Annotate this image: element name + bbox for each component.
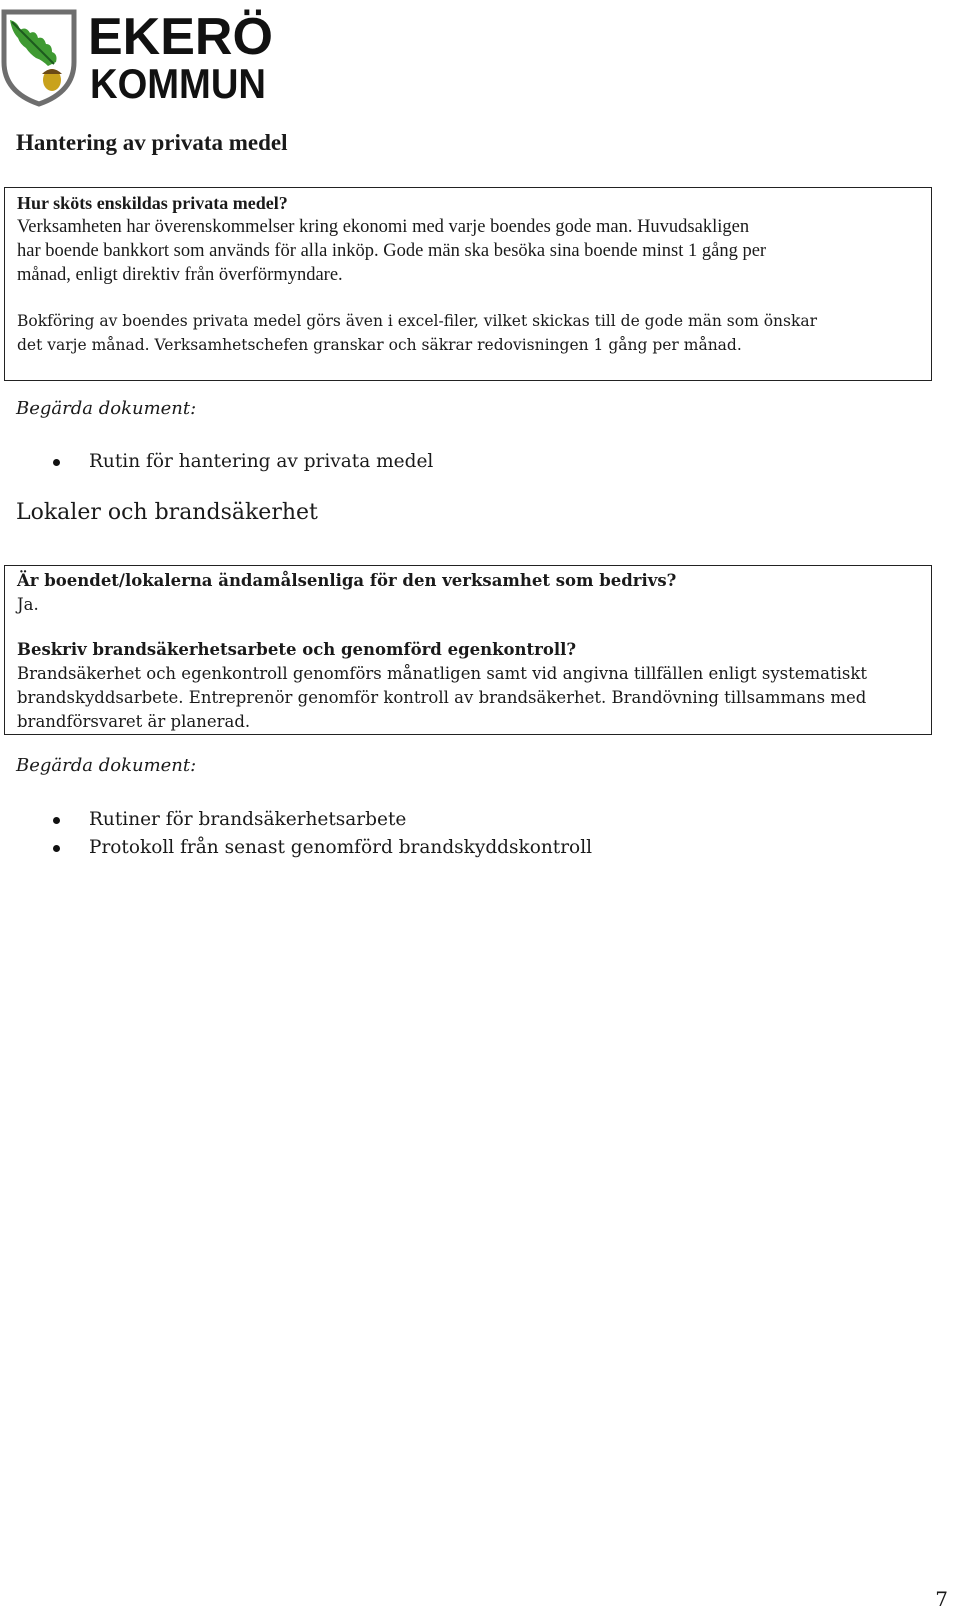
question-fire-safety: Beskriv brandsäkerhetsarbete och genomförd egenkontroll? (17, 640, 577, 659)
requested-documents-list (0, 806, 592, 862)
page-number: 7 (935, 1587, 948, 1611)
question-private-funds: Hur sköts enskildas privata medel? (17, 193, 288, 213)
answer-line: det varje månad. Verksamhetschefen granskar och säkrar redovisningen 1 gång per månad. (17, 336, 742, 354)
bullet-icon (53, 459, 60, 466)
section-heading-private-funds: Hantering av privata medel (16, 130, 288, 155)
list-item-label: Rutin för hantering av privata medel (89, 451, 434, 472)
answer-line: Bokföring av boendes privata medel görs även i excel-filer, vilket skickas till de gode män som önskar (17, 312, 818, 330)
ekero-kommun-logo (0, 0, 290, 108)
answer-line: brandskyddsarbete. Entreprenör genomför kontroll av brandsäkerhet. Brandövning tillsammans med (17, 688, 867, 707)
section-heading-premises-fire-safety: Lokaler och brandsäkerhet (16, 500, 318, 525)
requested-documents-list (0, 448, 433, 476)
list-item-label: Protokoll från senast genomförd brandskyddskontroll (89, 837, 593, 858)
requested-documents-label: Begärda dokument: (16, 398, 197, 419)
private-funds-box (4, 187, 932, 381)
list-item (0, 834, 592, 862)
answer-line: Brandsäkerhet och egenkontroll genomförs månatligen samt vid angivna tillfällen enligt systematiskt (17, 664, 868, 683)
answer-line: har boende bankkort som används för alla inköp. Gode män ska besöka sina boende minst 1 gång per (17, 241, 767, 261)
list-item-label: Rutiner för brandsäkerhetsarbete (89, 809, 407, 830)
answer-premises: Ja. (17, 595, 39, 614)
list-item (0, 806, 592, 834)
bullet-icon (53, 845, 60, 852)
logo-text-line2: KOMMUN (90, 60, 266, 107)
answer-line: brandförsvaret är planerad. (17, 712, 251, 731)
bullet-icon (53, 817, 60, 824)
premises-box (4, 565, 932, 735)
answer-line: Verksamheten har överenskommelser kring ekonomi med varje boendes gode man. Huvudsakligen (17, 217, 750, 237)
logo-graphic (0, 0, 290, 108)
logo-text-line1: EKERÖ (88, 8, 273, 66)
list-item (0, 448, 433, 476)
answer-line: månad, enligt direktiv från överförmyndare. (17, 265, 343, 285)
requested-documents-label: Begärda dokument: (16, 755, 197, 776)
question-premises: Är boendet/lokalerna ändamålsenliga för den verksamhet som bedrivs? (17, 571, 677, 590)
